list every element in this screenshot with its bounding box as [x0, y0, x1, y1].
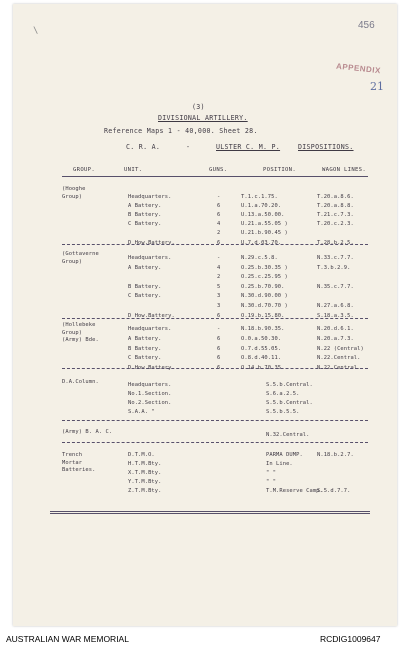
unit-cell: C Battery. — [128, 355, 162, 362]
guns-cell: 6 — [217, 312, 221, 319]
unit-cell: Headquarters. — [128, 194, 172, 200]
unit-cell: A Battery. — [128, 264, 162, 271]
position-cell: In Line. — [266, 461, 293, 467]
position-cell: N.32.Central. — [266, 432, 310, 438]
group-name: (Army) B. A. C. — [62, 429, 113, 435]
unit-cell: Y.T.M.Bty. — [128, 479, 162, 485]
position-cell: PARMA DUMP. — [266, 452, 303, 458]
position-cell: U.21.a.55.05 ) — [241, 221, 288, 228]
position-cell: S.5.b.Central. — [266, 400, 313, 406]
wagon-lines-cell: N.33.c.7.7. — [317, 255, 354, 261]
unit-cell: D.T.M.O. — [128, 452, 155, 458]
position-cell: N.18.b.90.35. — [241, 326, 285, 332]
wagon-lines-cell: T.28.b.2.5. — [317, 239, 354, 246]
position-cell: N.30.d.70.70 ) — [241, 303, 288, 309]
wagon-lines-cell: T.21.c.7.3. — [317, 212, 354, 219]
wagon-lines-cell: N.20.a.7.3. — [317, 335, 354, 342]
position-cell: O.14.b.70.35. — [241, 365, 285, 372]
group-name: (Army) Bde. — [62, 337, 99, 344]
group-name: (Hooghe — [62, 186, 86, 192]
unit-cell: B Battery. — [128, 212, 162, 219]
wagon-lines-cell: T.20.a.8.8. — [317, 203, 354, 210]
guns-cell: 6 — [217, 335, 221, 342]
wagon-lines-cell: N.22 (Central) — [317, 345, 364, 352]
footer-record-id: RCDIG1009647 — [320, 634, 381, 644]
position-cell: O.25.b.30.35 ) — [241, 264, 288, 271]
unit-cell: X.T.M.Bty. — [128, 470, 162, 476]
section-divider — [50, 511, 370, 514]
position-cell: O.0.a.50.30. — [241, 335, 282, 342]
page-number: 456 — [358, 20, 375, 31]
group-name: Mortar — [62, 459, 83, 466]
position-cell: U.7.d.03.70. — [241, 239, 282, 246]
unit-cell: Headquarters. — [128, 326, 172, 332]
section-divider — [62, 368, 368, 369]
position-cell: O.8.d.40.11. — [241, 355, 282, 362]
position-cell: T.1.c.1.75. — [241, 194, 278, 200]
unit-cell: Headquarters. — [128, 255, 172, 261]
unit-cell: H.T.M.Bty. — [128, 461, 162, 467]
wagon-lines-cell: N.18.b.2.7. — [317, 452, 354, 458]
guns-cell: 3 — [217, 293, 221, 300]
header-rule — [62, 176, 368, 177]
position-cell: U.13.a.50.00. — [241, 212, 285, 219]
unit-cell: Z.T.M.Bty. — [128, 488, 162, 494]
position-cell: S.5.b.5.5. — [266, 409, 300, 415]
wagon-lines-cell: N.27.a.6.8. — [317, 303, 354, 309]
position-cell: O.25.c.25.95 ) — [241, 274, 288, 281]
position-cell: " " — [266, 470, 277, 476]
position-cell: O.25.b.70.90. — [241, 283, 285, 290]
wagon-lines-cell: S.18.a.3.5. — [317, 312, 354, 319]
group-name: (Hollebeke — [62, 322, 96, 328]
cra-dispositions: DISPOSITIONS. — [298, 143, 354, 151]
group-name: D.A.Column. — [62, 379, 99, 385]
guns-cell: 6 — [217, 212, 221, 219]
footer-archive-name: AUSTRALIAN WAR MEMORIAL — [6, 634, 129, 644]
section-divider — [62, 420, 368, 421]
unit-cell: A Battery. — [128, 203, 162, 210]
guns-cell: 3 — [217, 303, 221, 309]
column-header-guns: GUNS. — [209, 167, 228, 173]
section-number: (3) — [192, 103, 205, 111]
guns-cell: - — [217, 326, 221, 332]
column-header-unit: UNIT. — [124, 167, 143, 173]
cra-label: C. R. A. — [126, 143, 161, 151]
position-cell: " " — [266, 479, 277, 485]
wagon-lines-cell: T.3.b.2.9. — [317, 264, 351, 271]
unit-cell: Headquarters. — [128, 382, 172, 388]
unit-cell: S.A.A. " — [128, 409, 155, 415]
column-header-wagon-lines: WAGON LINES. — [322, 167, 367, 173]
unit-cell: D How.Battery. — [128, 312, 175, 319]
column-header-group: GROUP. — [73, 167, 96, 173]
unit-cell: B Battery. — [128, 345, 162, 352]
guns-cell: 2 — [217, 274, 221, 281]
section-divider — [62, 244, 368, 245]
unit-cell: D How.Battery. — [128, 239, 175, 246]
position-cell: O.19.b.15.80. — [241, 312, 285, 319]
section-title: DIVISIONAL ARTILLERY. — [158, 114, 248, 122]
position-cell: T.M.Reserve Camp. — [266, 488, 323, 494]
wagon-lines-cell: S.5.d.7.7. — [317, 488, 351, 494]
group-name: Group) — [62, 193, 83, 200]
unit-cell: C Battery. — [128, 221, 162, 228]
unit-cell: B Battery. — [128, 283, 162, 290]
column-header-position: POSITION. — [263, 167, 297, 173]
position-cell: O.7.d.55.05. — [241, 345, 282, 352]
wagon-lines-cell: N.20.d.6.1. — [317, 326, 354, 332]
cra-dash: - — [186, 143, 191, 151]
position-cell: S.6.a.2.5. — [266, 391, 300, 397]
position-cell: U.1.a.70.20. — [241, 203, 282, 210]
section-divider — [62, 318, 368, 319]
unit-cell: D How.Battery. — [128, 365, 175, 372]
appendix-stamp: APPENDIX — [335, 61, 382, 76]
wagon-lines-cell: T.20.a.8.6. — [317, 194, 354, 200]
wagon-lines-cell: T.20.c.2.3. — [317, 221, 354, 228]
unit-cell: No.2.Section. — [128, 400, 172, 406]
guns-cell: 2 — [217, 230, 221, 237]
guns-cell: - — [217, 194, 221, 200]
guns-cell: - — [217, 255, 221, 261]
position-cell: N.30.d.90.00 ) — [241, 293, 288, 300]
wagon-lines-cell: N.22.Central. — [317, 355, 361, 362]
map-reference: Reference Maps 1 - 40,000. Sheet 28. — [104, 127, 258, 135]
group-name: Group) — [62, 329, 83, 336]
group-name: (Gottaverne — [62, 251, 99, 257]
wagon-lines-cell: N.22.Central. — [317, 365, 361, 372]
unit-cell: No.1.Section. — [128, 391, 172, 397]
group-name: Batteries. — [62, 467, 96, 474]
guns-cell: 6 — [217, 203, 221, 210]
guns-cell: 6 — [217, 355, 221, 362]
guns-cell: 6 — [217, 239, 221, 246]
position-cell: S.5.b.Central. — [266, 382, 313, 388]
handwritten-number: 21 — [370, 80, 384, 93]
wagon-lines-cell: N.35.c.7.7. — [317, 283, 354, 290]
unit-cell: C Battery. — [128, 293, 162, 300]
guns-cell: 5 — [217, 283, 221, 290]
cra-location: ULSTER C. M. P. — [216, 143, 281, 151]
guns-cell: 4 — [217, 221, 221, 228]
guns-cell: 6 — [217, 365, 221, 372]
unit-cell: A Battery. — [128, 335, 162, 342]
guns-cell: 6 — [217, 345, 221, 352]
tick-mark: \ — [33, 26, 39, 36]
guns-cell: 4 — [217, 264, 221, 271]
group-name: Group) — [62, 258, 83, 265]
position-cell: N.29.c.5.8. — [241, 255, 278, 261]
position-cell: U.21.b.90.45 ) — [241, 230, 288, 237]
group-name: Trench — [62, 452, 83, 458]
section-divider — [62, 442, 368, 443]
